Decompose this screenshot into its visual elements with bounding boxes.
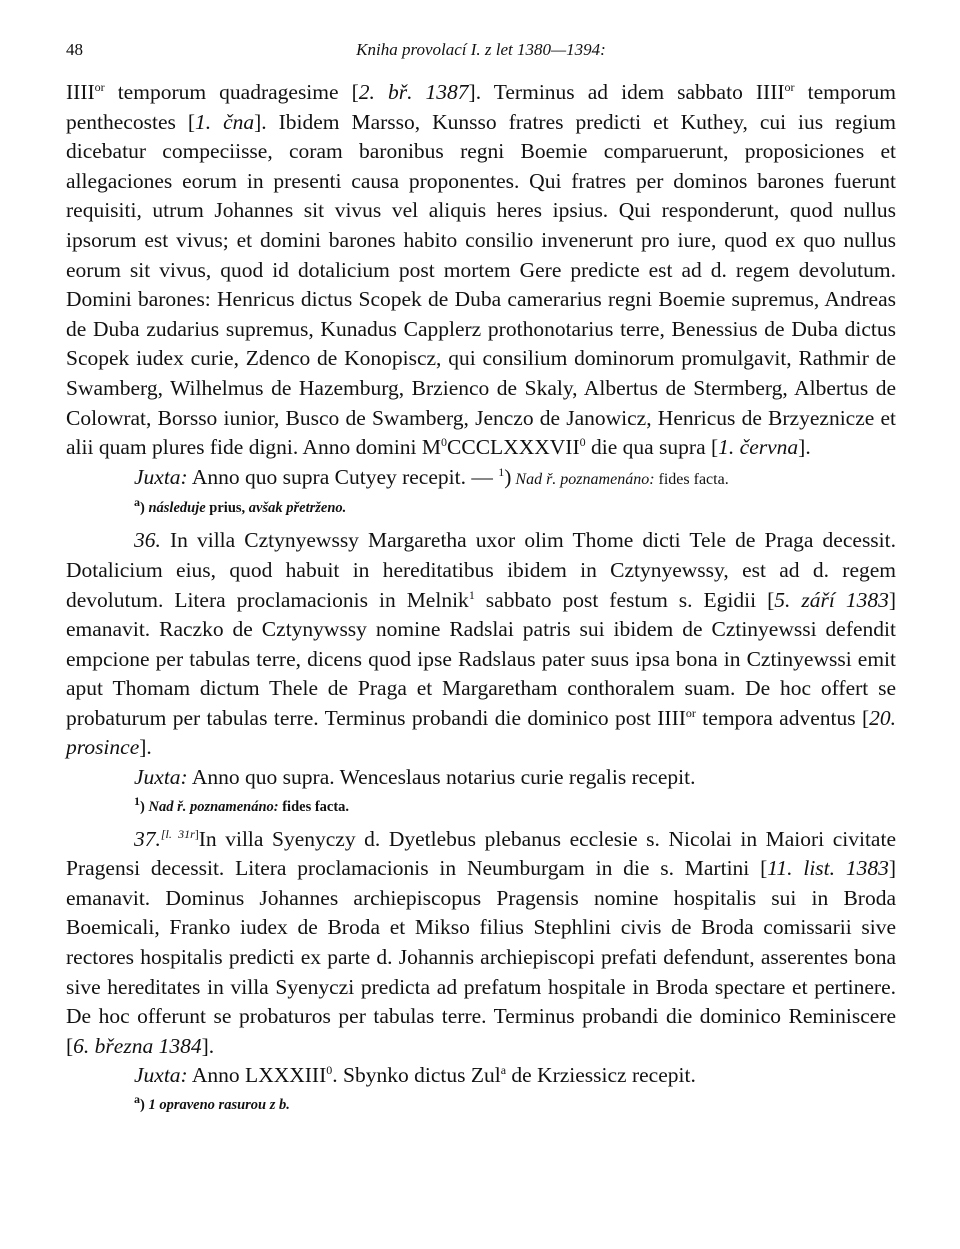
running-title: Kniha provolací I. z let 1380—1394: bbox=[356, 40, 606, 59]
paragraph-continuation: $IIII^{or}$ temporum quadragesime [2. bř. 1387]. Terminus ad idem sabbato $IIII^{or}$ temporum penthecostes [1. čna]. Ibidem Marsso, Kunsso fratres predicti et Kuthey, cui ius regium dicebatur compeciisse, coram baronibus regni Boemie comparuerunt, proposiciones et allegaciones eorum in presenti causa proponentes. Qui fratres per dominos barones fuerunt requisiti, utrum Johannes sit vivus vel aliquis heres ipsius. Qui responderunt, quod nullus ipsorum est vivus; et domini barones habito consilio invenerunt pro iure, quod ex quo nullus eorum sit vivus, quod id dotalicium post mortem Gere predicte est ad d. regem devolutum. Domini barones: Henricus dictus Scopek de Duba camerarius regni Boemie supremus, Andreas de Duba zudarius supremus, Kunadus Capplerz prothonotarius terre, Benessius de Duba dictus Scopek iudex curie, Zdenco de Konopiscz, qui consilium dominorum promulgavit, Rathmir de Swamberg, Wilhelmus de Hazemburg, Brzienco de Skaly, Albertus de Stermberg, Albertus de Colowrat, Borsso iunior, Busco de Swamberg, Jenczo de Janowicz, Henricus de Brzyeznicze et alii quam plures fide digni. Anno domini $M^0CCCLXXXVII^0$ die qua supra [1. června]. bbox=[66, 79, 896, 460]
footnote: $^a$) následuje prius, avšak přetrženo. bbox=[134, 495, 347, 517]
footnote: $^1$) Nad ř. poznamenáno: fides facta. bbox=[134, 793, 350, 815]
entry-37: 37.[l. 31r]In villa Syenyczy d. Dyetlebus plebanus ecclesie s. Nicolai in Maiori civitate Pragensi decessit. Litera proclamacionis in Neumburgam in die s. Martini [11. list. 1383] emanavit. Dominus Johannes archiepiscopus Pragensis nomine hospitalis sui in Broda Boemicali, Franko iudex de Broda et Mikso filius Stephlini civis de Broda comissarii sive rectores hospitalis predicti ex parte d. Johannis archiepiscopi prefati defendunt, asserentes bona sive hereditates in villa Syenyczi predicta ad prefatum hospitale in Broda spectare et pertinere. De hoc offerunt se probaturos per tabulas terre. Terminus probandi die dominico Reminiscere [6. března 1384]. bbox=[66, 826, 896, 1058]
juxta-line: Juxta: Anno quo supra Cutyey recepit. — $^1$) Nad ř. poznamenáno: fides facta. bbox=[134, 464, 729, 489]
entry-36: 36. In villa Cztynyewssy Margaretha uxor olim Thome dicti Tele de Praga decessit. Dotalicium eius, quod habuit in hereditatibus ibidem in Cztynyewssy, est ad d. regem devolutum. Litera proclamacionis in Melnik$^1$ sabbato post festum s. Egidii [5. září 1383] emanavit. Raczko de Cztynywssy nomine Radslai patris sui ibidem de Cztinyewssi defendit empcione per tabulas terre, dicens quod ipse Radslaus pater suus ipsa bona in Cztinyewssi emit aput Thomam dictum Thele de Praga et Margaretham conthoralem suam. De hoc offert se probaturum per tabulas terre. Terminus probandi die dominico post $IIII^{or}$ tempora adventus [20. prosince]. bbox=[66, 528, 897, 760]
juxta-line: Juxta: Anno quo supra. Wenceslaus notarius curie regalis recepit. bbox=[134, 765, 696, 790]
document-page bbox=[66, 34, 896, 1123]
footnote: $^a$) 1 opraveno rasurou z b. bbox=[134, 1092, 290, 1113]
page-header bbox=[66, 34, 896, 78]
page-number: 48 bbox=[66, 40, 83, 59]
juxta-line: Juxta: Anno LXXXIII$^0$. Sbynko dictus Zul$^a$ de Krziessicz recepit. bbox=[134, 1063, 696, 1088]
